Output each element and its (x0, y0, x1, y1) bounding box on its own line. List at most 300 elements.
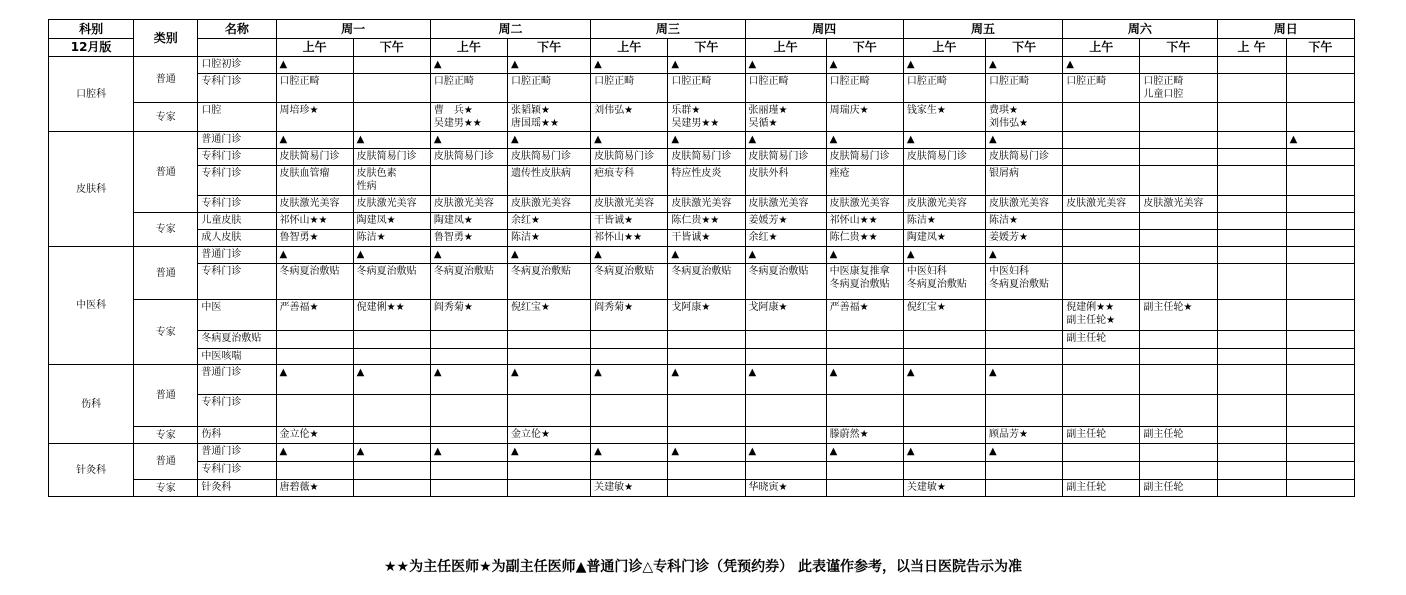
schedule-cell (1286, 149, 1354, 166)
schedule-cell: 唐碧薇★ (276, 480, 353, 497)
schedule-cell: 皮肤简易门诊 (826, 149, 903, 166)
schedule-cell (1063, 349, 1140, 365)
schedule-cell: 姜媛芳★ (986, 230, 1063, 247)
schedule-row (49, 264, 1355, 300)
schedule-cell: 陶建凤★ (430, 213, 507, 230)
schedule-cell: ▲ (276, 57, 353, 74)
schedule-cell: ▲ (430, 132, 507, 149)
schedule-cell: 银屑病 (986, 166, 1063, 196)
clinic-name-cell: 口腔初诊 (198, 57, 276, 74)
schedule-cell: ▲ (507, 57, 590, 74)
schedule-cell (430, 480, 507, 497)
schedule-cell: 口腔正畸 (745, 74, 826, 103)
day-header: 周五 (903, 20, 1062, 39)
schedule-cell: 阎秀菊★ (591, 300, 668, 331)
clinic-name-cell: 口腔 (198, 103, 276, 132)
schedule-cell: 陈仁贵★★ (668, 213, 745, 230)
schedule-cell (1286, 444, 1354, 462)
schedule-cell: 陈洁★ (986, 213, 1063, 230)
schedule-cell (1286, 427, 1354, 444)
schedule-cell (668, 331, 745, 349)
schedule-cell (1286, 462, 1354, 480)
schedule-cell (1063, 247, 1140, 264)
category-header: 类别 (134, 20, 198, 57)
schedule-cell (1217, 149, 1286, 166)
schedule-cell: 皮肤激光美容 (986, 196, 1063, 213)
schedule-cell: 鲁智勇★ (276, 230, 353, 247)
schedule-cell: ▲ (430, 365, 507, 395)
schedule-cell: 皮肤简易门诊 (591, 149, 668, 166)
schedule-cell (507, 395, 590, 427)
schedule-cell (1217, 213, 1286, 230)
schedule-cell: 金立伦★ (276, 427, 353, 444)
clinic-name-cell: 专科门诊 (198, 196, 276, 213)
schedule-cell (507, 331, 590, 349)
schedule-cell (1063, 230, 1140, 247)
schedule-cell: ▲ (591, 365, 668, 395)
schedule-cell: ▲ (507, 132, 590, 149)
schedule-cell: 冬病夏治敷贴 (430, 264, 507, 300)
schedule-cell: 皮肤激光美容 (507, 196, 590, 213)
schedule-cell (986, 349, 1063, 365)
schedule-cell (1217, 247, 1286, 264)
schedule-cell (591, 349, 668, 365)
schedule-cell: 皮肤激光美容 (826, 196, 903, 213)
schedule-cell (668, 462, 745, 480)
name-header-blank (198, 39, 276, 57)
am-header: 上 午 (1217, 39, 1286, 57)
dept-cell: 针灸科 (49, 444, 134, 497)
schedule-cell (1140, 365, 1217, 395)
schedule-row (49, 462, 1355, 480)
schedule-cell: 余红★ (745, 230, 826, 247)
schedule-cell: 口腔正畸 儿童口腔 (1140, 74, 1217, 103)
schedule-cell: 皮肤简易门诊 (430, 149, 507, 166)
schedule-cell (668, 395, 745, 427)
category-cell: 普通 (134, 57, 198, 103)
schedule-cell: 周瑞庆★ (826, 103, 903, 132)
schedule-cell (1063, 213, 1140, 230)
schedule-cell: 陈洁★ (903, 213, 985, 230)
schedule-cell: 皮肤激光美容 (903, 196, 985, 213)
day-header: 周三 (591, 20, 745, 39)
day-header: 周日 (1217, 20, 1354, 39)
clinic-name-cell: 专科门诊 (198, 264, 276, 300)
schedule-cell (1286, 247, 1354, 264)
schedule-cell (276, 395, 353, 427)
schedule-cell: ▲ (903, 365, 985, 395)
am-header: 上午 (430, 39, 507, 57)
schedule-cell: ▲ (507, 365, 590, 395)
schedule-cell: ▲ (826, 444, 903, 462)
schedule-cell: 口腔正畸 (1063, 74, 1140, 103)
schedule-cell (1140, 264, 1217, 300)
schedule-cell (1217, 462, 1286, 480)
schedule-cell (1063, 462, 1140, 480)
schedule-cell: ▲ (353, 247, 430, 264)
schedule-cell: 严善福★ (826, 300, 903, 331)
schedule-cell: 皮肤血管瘤 (276, 166, 353, 196)
schedule-cell (1063, 166, 1140, 196)
category-cell: 普通 (134, 365, 198, 427)
clinic-name-cell: 专科门诊 (198, 74, 276, 103)
header-row-halfdays (49, 39, 1355, 57)
schedule-cell (1217, 230, 1286, 247)
schedule-cell: 冬病夏治敷贴 (591, 264, 668, 300)
schedule-cell: ▲ (276, 444, 353, 462)
schedule-cell: ▲ (507, 247, 590, 264)
schedule-cell (1063, 264, 1140, 300)
schedule-cell: 陈洁★ (353, 230, 430, 247)
schedule-cell (1140, 331, 1217, 349)
clinic-name-cell: 专科门诊 (198, 395, 276, 427)
name-header: 名称 (198, 20, 276, 39)
schedule-cell: 倪建俐★★ 副主任轮★ (1063, 300, 1140, 331)
schedule-cell (1286, 74, 1354, 103)
am-header: 上午 (745, 39, 826, 57)
schedule-cell: 顾品芳★ (986, 427, 1063, 444)
schedule-row (49, 149, 1355, 166)
clinic-name-cell: 普通门诊 (198, 365, 276, 395)
schedule-cell: ▲ (745, 57, 826, 74)
clinic-name-cell: 普通门诊 (198, 444, 276, 462)
schedule-cell (1140, 247, 1217, 264)
schedule-cell (1140, 132, 1217, 149)
pm-header: 下午 (1286, 39, 1354, 57)
schedule-cell: 痤疮 (826, 166, 903, 196)
pm-header: 下午 (668, 39, 745, 57)
schedule-cell (903, 166, 985, 196)
category-cell: 普通 (134, 247, 198, 300)
schedule-cell: 皮肤简易门诊 (276, 149, 353, 166)
clinic-name-cell: 儿童皮肤 (198, 213, 276, 230)
schedule-cell (430, 166, 507, 196)
schedule-cell (353, 349, 430, 365)
schedule-cell: ▲ (276, 247, 353, 264)
schedule-cell (353, 395, 430, 427)
schedule-cell (507, 462, 590, 480)
schedule-cell: ▲ (745, 444, 826, 462)
schedule-cell (1286, 196, 1354, 213)
clinic-name-cell: 专科门诊 (198, 149, 276, 166)
schedule-cell (430, 427, 507, 444)
schedule-cell: 皮肤激光美容 (430, 196, 507, 213)
schedule-cell (1286, 300, 1354, 331)
schedule-row (49, 196, 1355, 213)
schedule-cell (1286, 365, 1354, 395)
schedule-cell: 祁怀山★★ (591, 230, 668, 247)
day-header: 周六 (1063, 20, 1217, 39)
schedule-cell (826, 480, 903, 497)
schedule-cell (1140, 444, 1217, 462)
schedule-cell (430, 349, 507, 365)
clinic-name-cell: 伤科 (198, 427, 276, 444)
schedule-cell (1217, 103, 1286, 132)
schedule-cell: 皮肤简易门诊 (745, 149, 826, 166)
schedule-cell (353, 74, 430, 103)
schedule-cell (507, 349, 590, 365)
schedule-cell (826, 349, 903, 365)
schedule-row (49, 74, 1355, 103)
schedule-cell: ▲ (826, 247, 903, 264)
schedule-cell (1286, 166, 1354, 196)
schedule-cell (1140, 349, 1217, 365)
schedule-cell: ▲ (745, 132, 826, 149)
schedule-cell: ▲ (430, 444, 507, 462)
schedule-cell: ▲ (276, 365, 353, 395)
pm-header: 下午 (507, 39, 590, 57)
day-header: 周二 (430, 20, 590, 39)
clinic-schedule-table (48, 19, 1355, 497)
schedule-cell (1140, 149, 1217, 166)
schedule-cell: 戈阿康★ (745, 300, 826, 331)
am-header: 上午 (903, 39, 985, 57)
schedule-row (49, 427, 1355, 444)
schedule-cell (745, 395, 826, 427)
clinic-name-cell: 普通门诊 (198, 247, 276, 264)
schedule-cell (430, 462, 507, 480)
schedule-cell (353, 480, 430, 497)
schedule-cell (1063, 149, 1140, 166)
schedule-cell: 口腔正畸 (507, 74, 590, 103)
schedule-cell: 滕蔚然★ (826, 427, 903, 444)
schedule-cell (1217, 57, 1286, 74)
schedule-cell (986, 462, 1063, 480)
category-cell: 普通 (134, 444, 198, 480)
schedule-cell (276, 349, 353, 365)
category-cell: 专家 (134, 213, 198, 247)
schedule-cell (1217, 166, 1286, 196)
schedule-row (49, 230, 1355, 247)
day-header: 周四 (745, 20, 903, 39)
schedule-cell: 戈阿康★ (668, 300, 745, 331)
clinic-name-cell: 冬病夏治敷贴 (198, 331, 276, 349)
schedule-cell: 干皆诚★ (668, 230, 745, 247)
schedule-cell: 中医妇科 冬病夏治敷贴 (986, 264, 1063, 300)
schedule-cell: 皮肤激光美容 (591, 196, 668, 213)
schedule-cell (1217, 264, 1286, 300)
clinic-name-cell: 成人皮肤 (198, 230, 276, 247)
schedule-cell: ▲ (668, 132, 745, 149)
dept-cell: 皮肤科 (49, 132, 134, 247)
schedule-cell (986, 395, 1063, 427)
schedule-cell: 遗传性皮肤病 (507, 166, 590, 196)
schedule-cell: ▲ (826, 132, 903, 149)
schedule-cell (903, 331, 985, 349)
schedule-cell: ▲ (591, 247, 668, 264)
category-cell: 专家 (134, 480, 198, 497)
schedule-cell (1140, 230, 1217, 247)
schedule-cell (1286, 57, 1354, 74)
schedule-cell (1140, 57, 1217, 74)
schedule-cell: 关建敏★ (903, 480, 985, 497)
schedule-row (49, 166, 1355, 196)
schedule-cell: 张丽瑾★ 吴循★ (745, 103, 826, 132)
schedule-cell: 副主任轮 (1063, 427, 1140, 444)
schedule-cell: 严善福★ (276, 300, 353, 331)
schedule-cell (430, 331, 507, 349)
schedule-cell (1286, 230, 1354, 247)
schedule-cell (1286, 264, 1354, 300)
schedule-cell: 费琪★ 刘伟弘★ (986, 103, 1063, 132)
schedule-cell: 副主任轮★ (1140, 300, 1217, 331)
schedule-cell: 祁怀山★★ (276, 213, 353, 230)
schedule-cell: 曹 兵★ 吴建男★★ (430, 103, 507, 132)
dept-header: 科别 (49, 20, 134, 39)
schedule-cell: 口腔正畸 (591, 74, 668, 103)
schedule-cell (745, 462, 826, 480)
schedule-cell: 中医康复推拿 冬病夏治敷贴 (826, 264, 903, 300)
schedule-cell: ▲ (591, 444, 668, 462)
schedule-cell: ▲ (276, 132, 353, 149)
schedule-cell: 口腔正畸 (903, 74, 985, 103)
schedule-cell (1217, 365, 1286, 395)
schedule-cell: ▲ (353, 365, 430, 395)
schedule-cell: 口腔正畸 (276, 74, 353, 103)
schedule-cell: 皮肤外科 (745, 166, 826, 196)
schedule-row (49, 213, 1355, 230)
schedule-row (49, 57, 1355, 74)
schedule-cell (668, 349, 745, 365)
schedule-cell (1063, 365, 1140, 395)
clinic-name-cell: 专科门诊 (198, 166, 276, 196)
schedule-cell (430, 395, 507, 427)
schedule-cell: 干皆诚★ (591, 213, 668, 230)
schedule-cell (1217, 132, 1286, 149)
am-header: 上午 (591, 39, 668, 57)
schedule-cell: 皮肤简易门诊 (507, 149, 590, 166)
schedule-cell: ▲ (986, 247, 1063, 264)
clinic-name-cell: 普通门诊 (198, 132, 276, 149)
schedule-cell (591, 331, 668, 349)
schedule-cell: ▲ (353, 444, 430, 462)
schedule-cell (276, 331, 353, 349)
schedule-cell: 鲁智勇★ (430, 230, 507, 247)
pm-header: 下午 (1140, 39, 1217, 57)
schedule-cell: 皮肤简易门诊 (668, 149, 745, 166)
version-label: 12月版 (49, 39, 134, 57)
schedule-cell: 皮肤简易门诊 (353, 149, 430, 166)
schedule-row (49, 103, 1355, 132)
schedule-cell (1286, 103, 1354, 132)
schedule-cell: 皮肤激光美容 (1063, 196, 1140, 213)
schedule-cell: ▲ (668, 247, 745, 264)
schedule-row (49, 331, 1355, 349)
schedule-cell: ▲ (903, 247, 985, 264)
schedule-row (49, 444, 1355, 462)
schedule-cell: ▲ (826, 57, 903, 74)
schedule-cell (986, 331, 1063, 349)
dept-cell: 伤科 (49, 365, 134, 444)
schedule-cell: ▲ (591, 57, 668, 74)
schedule-cell: 阎秀菊★ (430, 300, 507, 331)
schedule-cell (986, 300, 1063, 331)
schedule-cell: 倪红宝★ (903, 300, 985, 331)
schedule-cell: 皮肤激光美容 (276, 196, 353, 213)
schedule-row (49, 395, 1355, 427)
schedule-cell: 陈洁★ (507, 230, 590, 247)
dept-cell: 中医科 (49, 247, 134, 365)
schedule-cell: 祁怀山★★ (826, 213, 903, 230)
schedule-cell (745, 331, 826, 349)
schedule-cell: 副主任轮 (1140, 427, 1217, 444)
header-row-days (49, 20, 1355, 39)
category-cell: 专家 (134, 300, 198, 365)
schedule-cell (1217, 395, 1286, 427)
schedule-row (49, 300, 1355, 331)
schedule-cell: 张韬颖★ 唐国瑶★★ (507, 103, 590, 132)
schedule-cell: ▲ (745, 365, 826, 395)
schedule-cell (986, 480, 1063, 497)
schedule-cell (1286, 395, 1354, 427)
schedule-row (49, 247, 1355, 264)
schedule-cell (1286, 331, 1354, 349)
schedule-cell (668, 427, 745, 444)
schedule-cell (903, 349, 985, 365)
schedule-cell: ▲ (986, 132, 1063, 149)
day-header: 周一 (276, 20, 430, 39)
schedule-cell: ▲ (1286, 132, 1354, 149)
clinic-name-cell: 专科门诊 (198, 462, 276, 480)
schedule-cell (1140, 213, 1217, 230)
schedule-cell: ▲ (826, 365, 903, 395)
schedule-cell: 陶建凤★ (353, 213, 430, 230)
schedule-cell: 钱家生★ (903, 103, 985, 132)
schedule-cell: 冬病夏治敷贴 (745, 264, 826, 300)
schedule-cell (507, 480, 590, 497)
category-cell: 普通 (134, 132, 198, 213)
schedule-cell: 关建敏★ (591, 480, 668, 497)
schedule-cell (1140, 103, 1217, 132)
clinic-name-cell: 针灸科 (198, 480, 276, 497)
legend-note: ★★为主任医师★为副主任医师▲普通门诊△专科门诊（凭预约券） 此表谨作参考，以当日医院告示为准 (383, 559, 1023, 575)
am-header: 上午 (1063, 39, 1140, 57)
dept-cell: 口腔科 (49, 57, 134, 132)
schedule-row (49, 132, 1355, 149)
schedule-cell: 皮肤激光美容 (1140, 196, 1217, 213)
schedule-cell: 口腔正畸 (826, 74, 903, 103)
schedule-cell (903, 427, 985, 444)
schedule-cell: 副主任轮 (1063, 331, 1140, 349)
schedule-cell: 冬病夏治敷贴 (276, 264, 353, 300)
schedule-cell: 中医妇科 冬病夏治敷贴 (903, 264, 985, 300)
pm-header: 下午 (986, 39, 1063, 57)
schedule-cell: ▲ (430, 247, 507, 264)
schedule-cell: 周培珍★ (276, 103, 353, 132)
schedule-cell (903, 462, 985, 480)
schedule-cell (1140, 462, 1217, 480)
schedule-cell: ▲ (986, 444, 1063, 462)
schedule-cell: 姜媛芳★ (745, 213, 826, 230)
schedule-cell (1217, 196, 1286, 213)
schedule-cell: 皮肤激光美容 (353, 196, 430, 213)
schedule-cell (1217, 300, 1286, 331)
schedule-cell: ▲ (668, 444, 745, 462)
schedule-cell (826, 331, 903, 349)
schedule-row (49, 480, 1355, 497)
schedule-cell (826, 462, 903, 480)
schedule-cell: 副主任轮 (1063, 480, 1140, 497)
schedule-cell (591, 395, 668, 427)
schedule-cell (1217, 444, 1286, 462)
schedule-cell (353, 427, 430, 444)
schedule-cell: ▲ (353, 132, 430, 149)
schedule-cell: ▲ (903, 57, 985, 74)
clinic-name-cell: 中医咳喘 (198, 349, 276, 365)
schedule-row (49, 365, 1355, 395)
schedule-cell: 皮肤简易门诊 (986, 149, 1063, 166)
schedule-cell: 皮肤色素 性病 (353, 166, 430, 196)
